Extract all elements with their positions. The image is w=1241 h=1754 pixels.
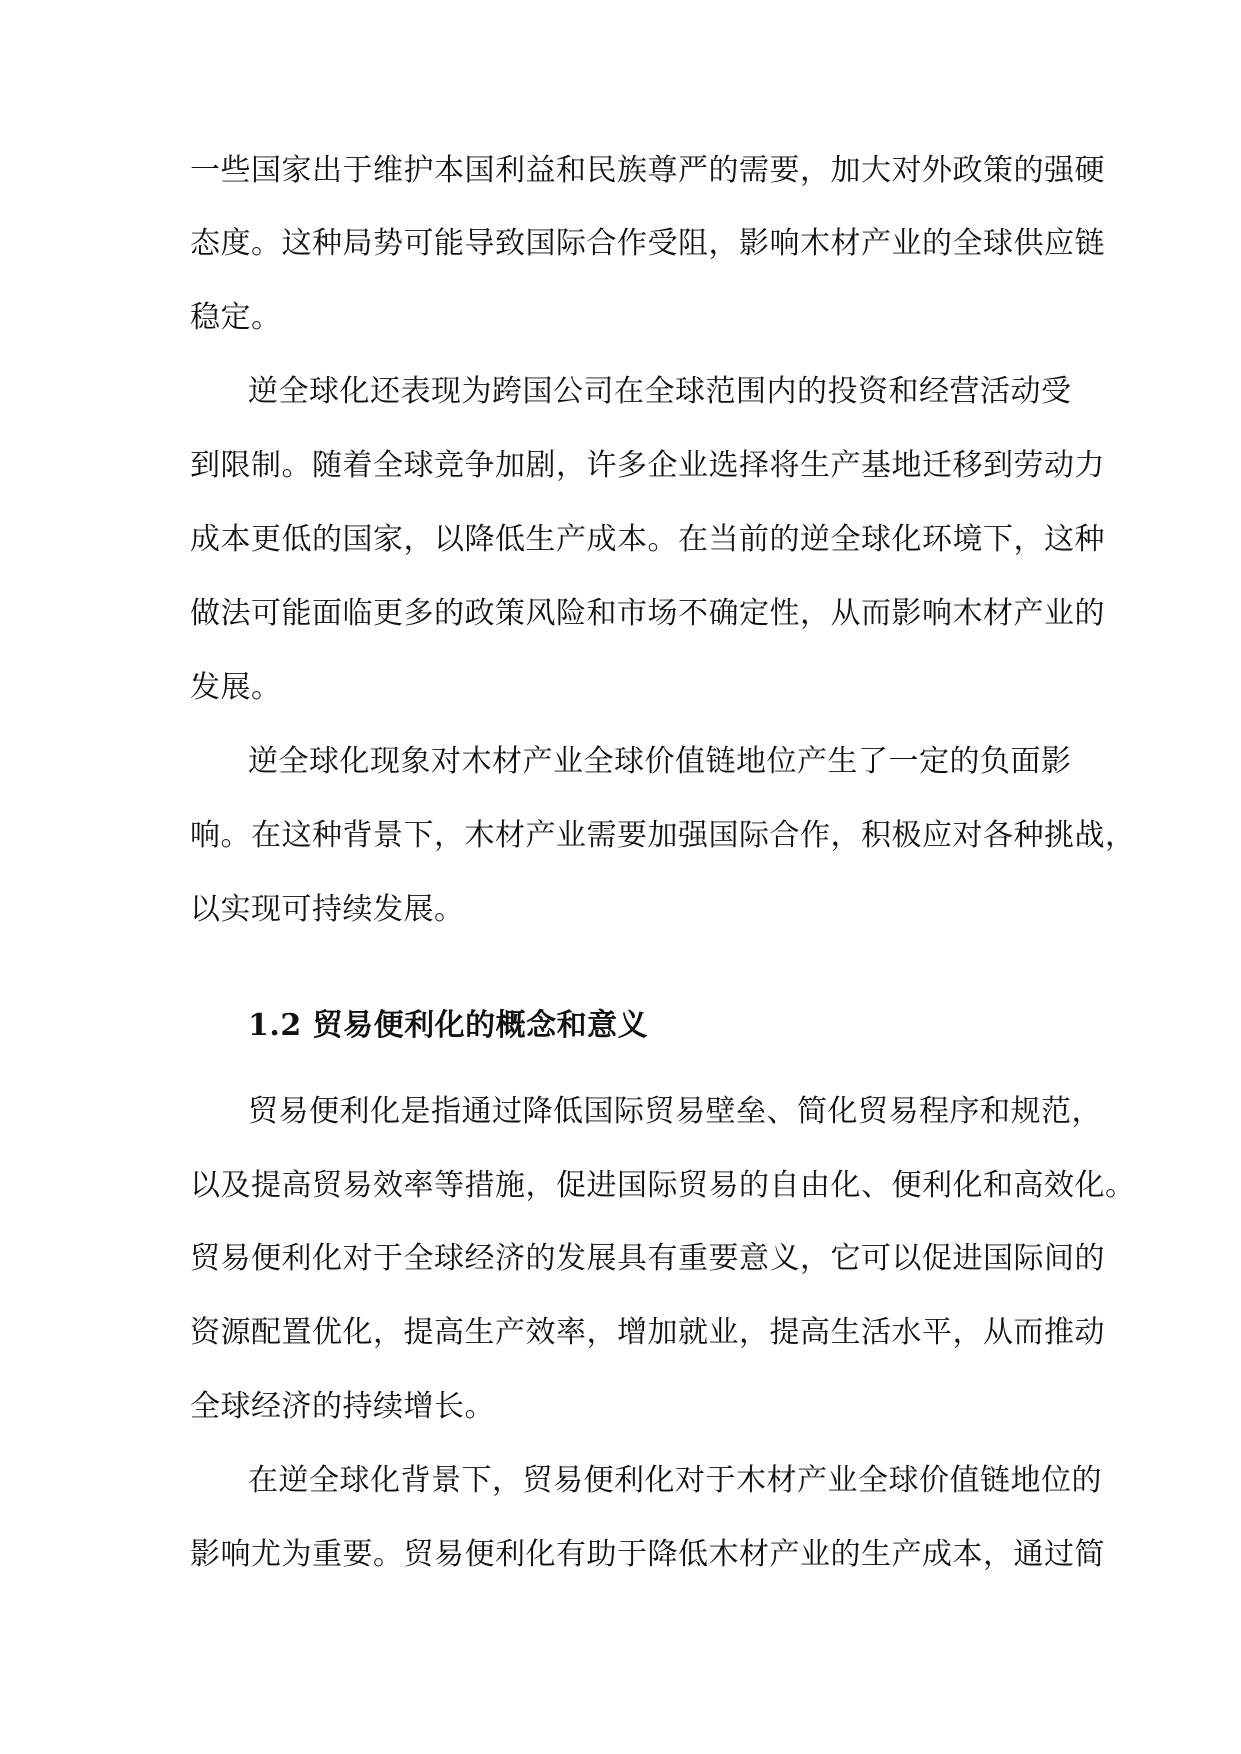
paragraph-line: 影响尤为重要。贸易便利化有助于降低木材产业的生产成本，通过简: [190, 1537, 1105, 1572]
paragraph-line: 以实现可持续发展。: [190, 892, 465, 927]
paragraph-line: 资源配置优化，提高生产效率，增加就业，提高生活水平，从而推动: [190, 1315, 1105, 1350]
paragraph-line: 逆全球化还表现为跨国公司在全球范围内的投资和经营活动受: [248, 374, 1072, 409]
paragraph-line: 贸易便利化对于全球经济的发展具有重要意义，它可以促进国际间的: [190, 1241, 1105, 1276]
paragraph-line: 逆全球化现象对木材产业全球价值链地位产生了一定的负面影: [248, 744, 1072, 779]
paragraph-line: 做法可能面临更多的政策风险和市场不确定性，从而影响木材产业的: [190, 596, 1105, 631]
paragraph-line: 贸易便利化是指通过降低国际贸易壁垒、简化贸易程序和规范，: [248, 1094, 1102, 1129]
paragraph-line: 一些国家出于维护本国利益和民族尊严的需要，加大对外政策的强硬: [190, 153, 1105, 188]
section-heading: 1.2 贸易便利化的概念和意义: [248, 1008, 649, 1043]
paragraph-line: 成本更低的国家，以降低生产成本。在当前的逆全球化环境下，这种: [190, 522, 1105, 557]
paragraph-line: 在逆全球化背景下，贸易便利化对于木材产业全球价值链地位的: [248, 1463, 1102, 1498]
paragraph-line: 全球经济的持续增长。: [190, 1389, 495, 1424]
paragraph-line: 到限制。随着全球竞争加剧，许多企业选择将生产基地迁移到劳动力: [190, 448, 1105, 483]
paragraph-line: 稳定。: [190, 300, 282, 335]
paragraph-line: 态度。这种局势可能导致国际合作受阻，影响木材产业的全球供应链: [190, 226, 1105, 261]
paragraph-line: 响。在这种背景下，木材产业需要加强国际合作，积极应对各种挑战，: [190, 818, 1136, 853]
paragraph-line: 发展。: [190, 670, 282, 705]
paragraph-line: 以及提高贸易效率等措施，促进国际贸易的自由化、便利化和高效化。: [190, 1168, 1136, 1203]
